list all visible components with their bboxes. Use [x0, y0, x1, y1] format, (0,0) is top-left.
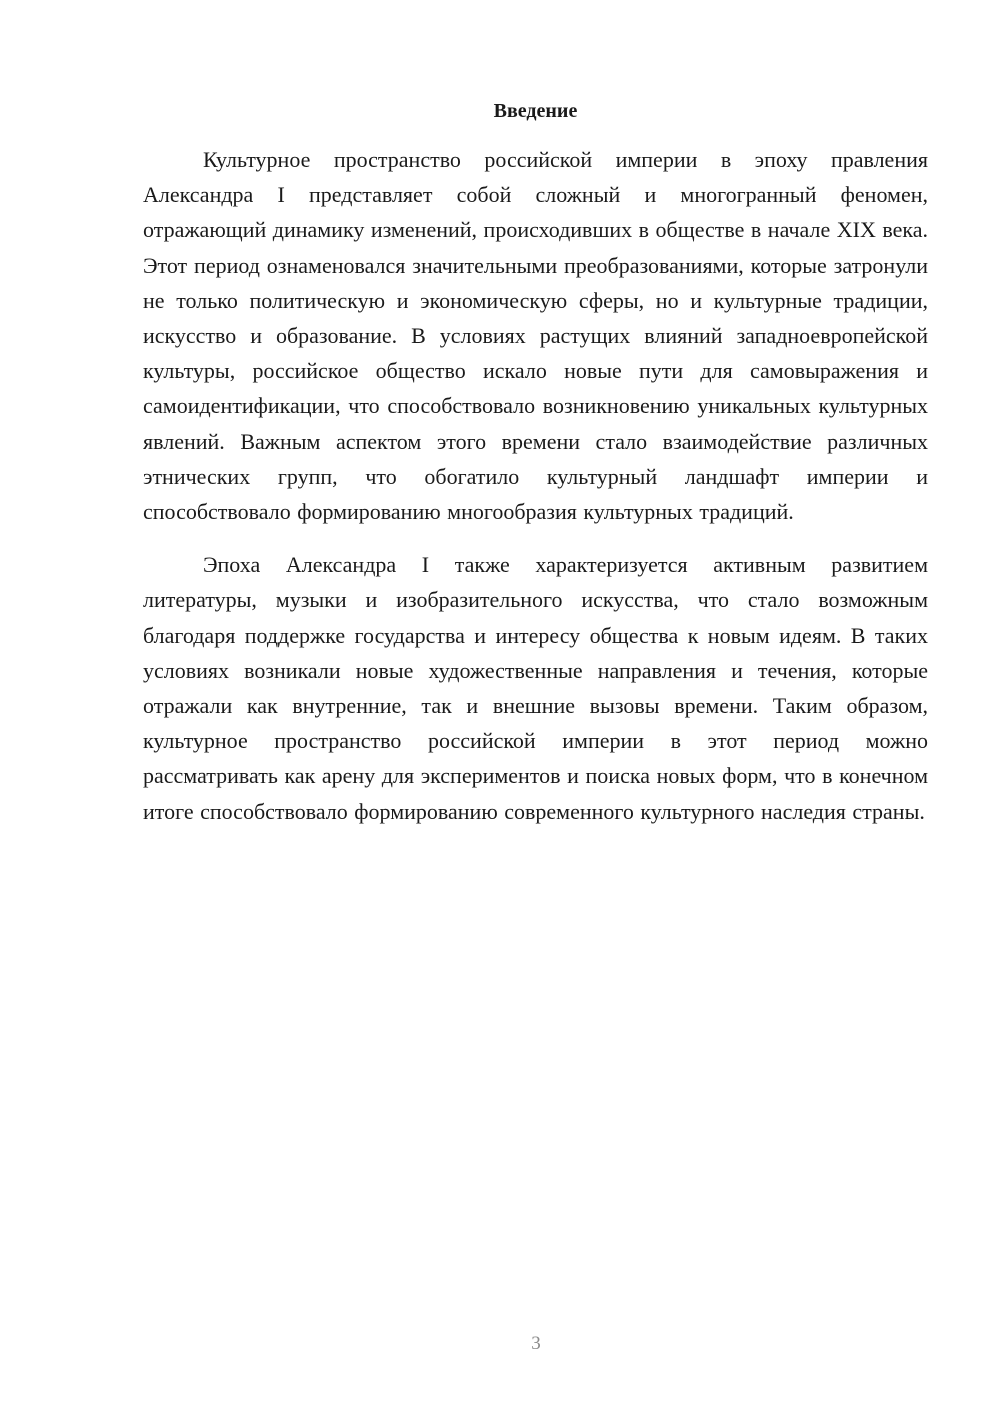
page-number: 3 — [531, 1333, 541, 1354]
page-content — [143, 96, 928, 829]
paragraph: Культурное пространство российской империи в эпоху правления Александра I представляет собой сложный и многогранный феномен, отражающий динамику изменений, происходивших в обществе в начале XIX века. Этот период ознаменовался значительными преобразованиями, которые затронули не только политическую и экономическую сферы, но и культурные традиции, искусство и образование. В условиях растущих влияний западноевропейской культуры, российское общество искало новые пути для самовыражения и самоидентификации, что способствовало возникновению уникальных культурных явлений. Важным аспектом этого времени стало взаимодействие различных этнических групп, что обогатило культурный ландшафт империи и способствовало формированию многообразия культурных традиций. — [143, 147, 928, 525]
paragraph: Эпоха Александра I также характеризуется активным развитием литературы, музыки и изобразительного искусства, что стало возможным благодаря поддержке государства и интересу общества к новым идеям. В таких условиях возникали новые художественные направления и течения, которые отражали как внутренние, так и внешние вызовы времени. Таким образом, культурное пространство российской империи в этот период можно рассматривать как арену для экспериментов и поиска новых форм, что в конечном итоге способствовало формированию современного культурного наследия страны. — [143, 552, 928, 824]
section-title: Введение — [493, 100, 578, 122]
